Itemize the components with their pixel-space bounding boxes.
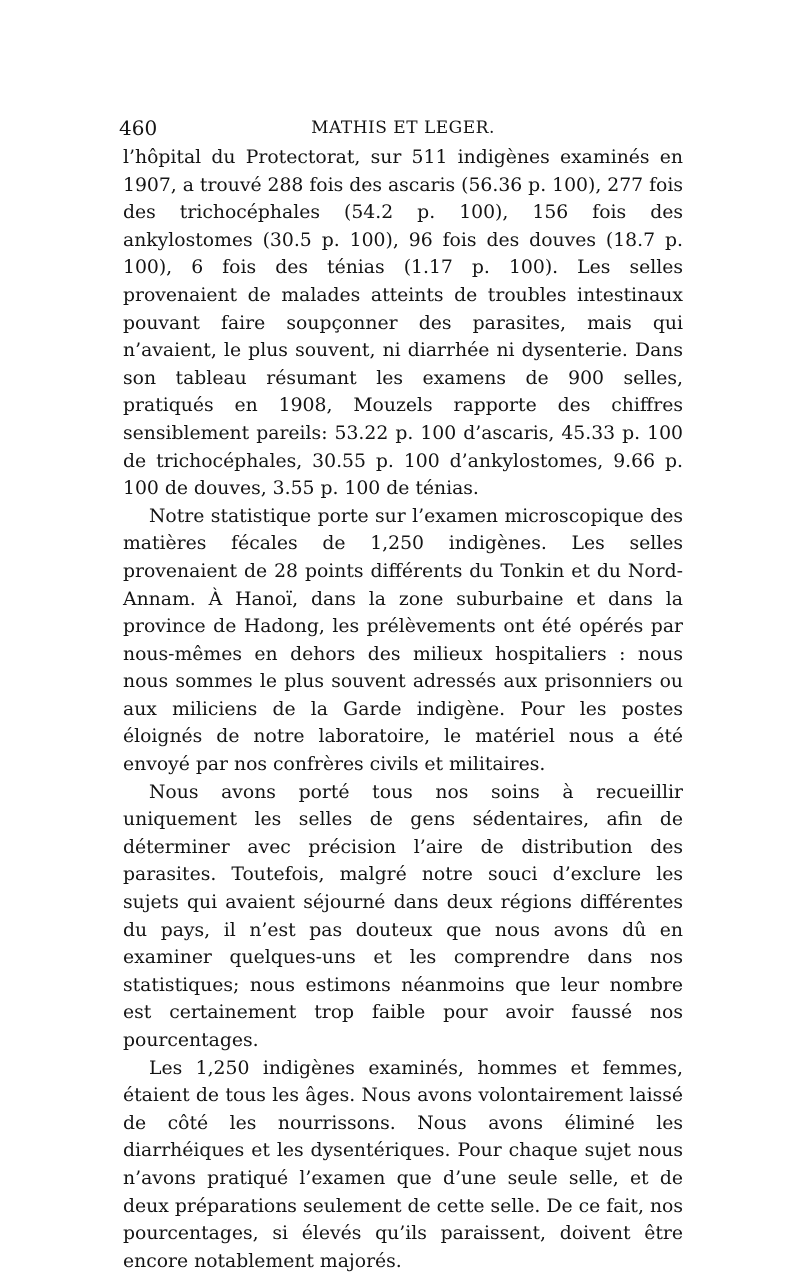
paragraph-statistics: Notre statistique porte sur l’examen microscopique des matières fécales de 1,250 indigènes. Les selles provenaient de 28 points différents du Tonkin et du Nord-Annam. À Hanoï, dans la zone suburbaine et dans la province de Hadong, les prélèvements ont été opérés par nous-mêmes en dehors des milieux hospitaliers : nous nous sommes le plus souvent adressés aux prisonniers ou aux miliciens de la Garde indigène. Pour les postes éloignés de notre laboratoire, le matériel nous a été envoyé par nos confrères civils et militaires.: [123, 505, 683, 776]
page-number: 460: [119, 116, 158, 140]
paragraph-sampling: Nous avons porté tous nos soins à recueillir uniquement les selles de gens sédentaires, afin de déterminer avec précision l’aire de distribution des parasites. Toutefois, malgré notre souci d’exclure les sujets qui avaient séjourné dans deux régions différentes du pays, il n’est pas douteux que nous avons dû en examiner quelques-uns et les comprendre dans nos statistiques; nous estimons néanmoins que leur nombre est certainement trop faible pour avoir faussé nos pourcentages.: [123, 781, 683, 1051]
running-title: MATHIS ET LEGER.: [311, 118, 495, 138]
paragraph-subjects: Les 1,250 indigènes examinés, hommes et femmes, étaient de tous les âges. Nous avons volontairement laissé de côté les nourrissons. Nous avons éliminé les diarrhéiques et les dysentériques. Pour chaque sujet nous n’avons pratiqué l’examen que d’une seule selle, et de deux préparations seulement de cette selle. De ce fait, nos pourcentages, si élevés qu’ils paraissent, doivent être encore notablement majorés.: [123, 1057, 683, 1272]
paragraph-continued: l’hôpital du Protectorat, sur 511 indigènes examinés en 1907, a trouvé 288 fois des ascaris (56.36 p. 100), 277 fois des trichocéphales (54.2 p. 100), 156 fois des ankylostomes (30.5 p. 100), 96 fois des douves (18.7 p. 100), 6 fois des ténias (1.17 p. 100). Les selles provenaient de malades atteints de troubles intestinaux pouvant faire soupçonner des parasites, mais qui n’avaient, le plus souvent, ni diarrhée ni dysenterie. Dans son tableau résumant les examens de 900 selles, pratiqués en 1908, Mouzels rapporte des chiffres sensiblement pareils: 53.22 p. 100 d’ascaris, 45.33 p. 100 de trichocéphales, 30.55 p. 100 d’ankylostomes, 9.66 p. 100 de douves, 3.55 p. 100 de ténias.: [123, 147, 683, 500]
book-page: [119, 112, 683, 1275]
body-text: [123, 144, 683, 1275]
running-head: [119, 112, 683, 144]
